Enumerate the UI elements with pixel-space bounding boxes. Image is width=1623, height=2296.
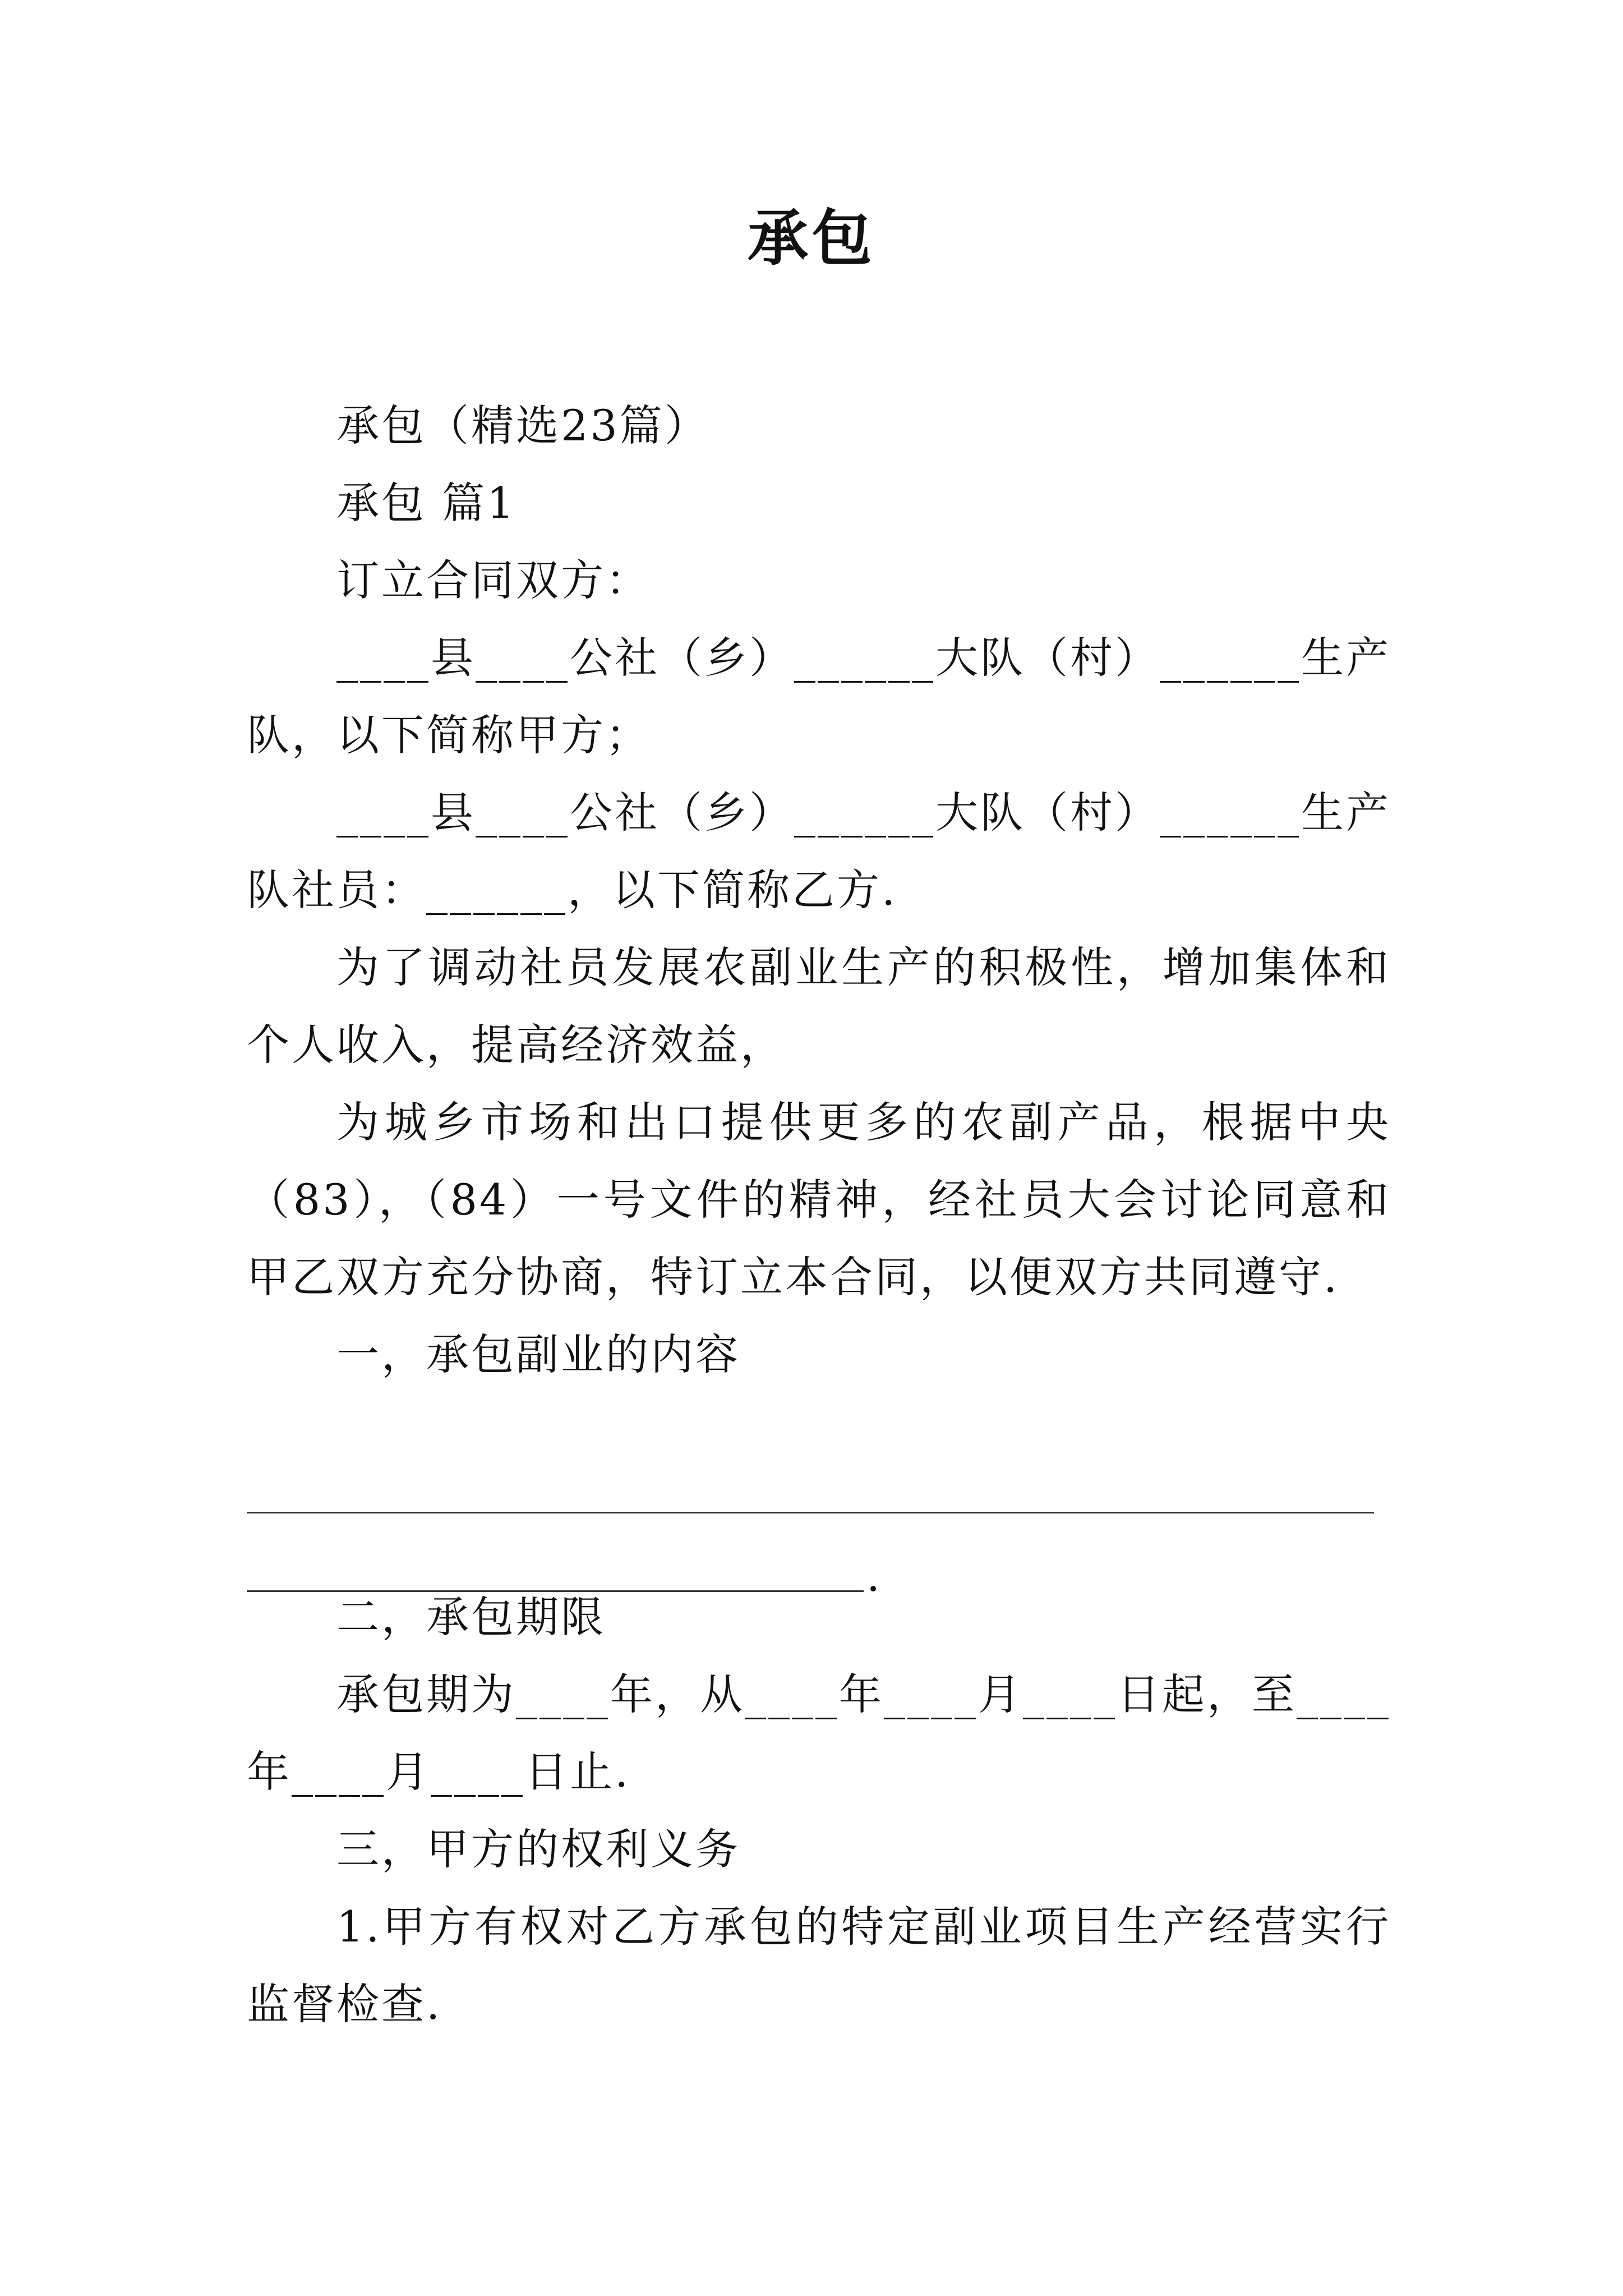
paragraph-party-a: ____县____公社（乡）______大队（村）______生产队，以下简称甲方； <box>247 633 1391 760</box>
paragraph-subtitle: 承包（精选23篇） <box>336 401 709 450</box>
paragraph-clause-3-item-1: 1.甲方有权对乙方承包的特定副业项目生产经营实行监督检查. <box>247 1902 1391 2029</box>
fill-in-area <box>247 1486 1391 1579</box>
fill-in-line <box>247 1512 1374 1513</box>
fill-in-line <box>247 1590 864 1592</box>
paragraph-clause-2-heading: 二，承包期限 <box>336 1592 606 1642</box>
paragraph-purpose: 为了调动社员发展农副业生产的积极性，增加集体和个人收入，提高经济效益， <box>247 942 1391 1070</box>
document-body <box>247 387 1391 2043</box>
paragraph-party-b: ____县____公社（乡）______大队（村）______生产队社员：______，以下简称乙方. <box>247 788 1391 915</box>
paragraph-basis: 为城乡市场和出口提供更多的农副产品，根据中央（83），（84）一号文件的精神，经社员大会讨论同意和甲乙双方充分协商，特订立本合同，以便双方共同遵守. <box>247 1097 1391 1302</box>
paragraph-section-heading: 承包 篇1 <box>336 478 517 528</box>
fill-in-line-end: . <box>866 1551 880 1601</box>
paragraph-contract-term: 承包期为____年，从____年____月____日起，至____年____月____日止. <box>247 1669 1391 1797</box>
document-title: 承包 <box>747 203 875 274</box>
paragraph-parties-intro: 订立合同双方： <box>336 555 651 605</box>
fill-in-area <box>247 1393 1391 1486</box>
paragraph-clause-1-heading: 一，承包副业的内容 <box>336 1329 740 1379</box>
paragraph-clause-3-heading: 三，甲方的权利义务 <box>336 1824 740 1874</box>
